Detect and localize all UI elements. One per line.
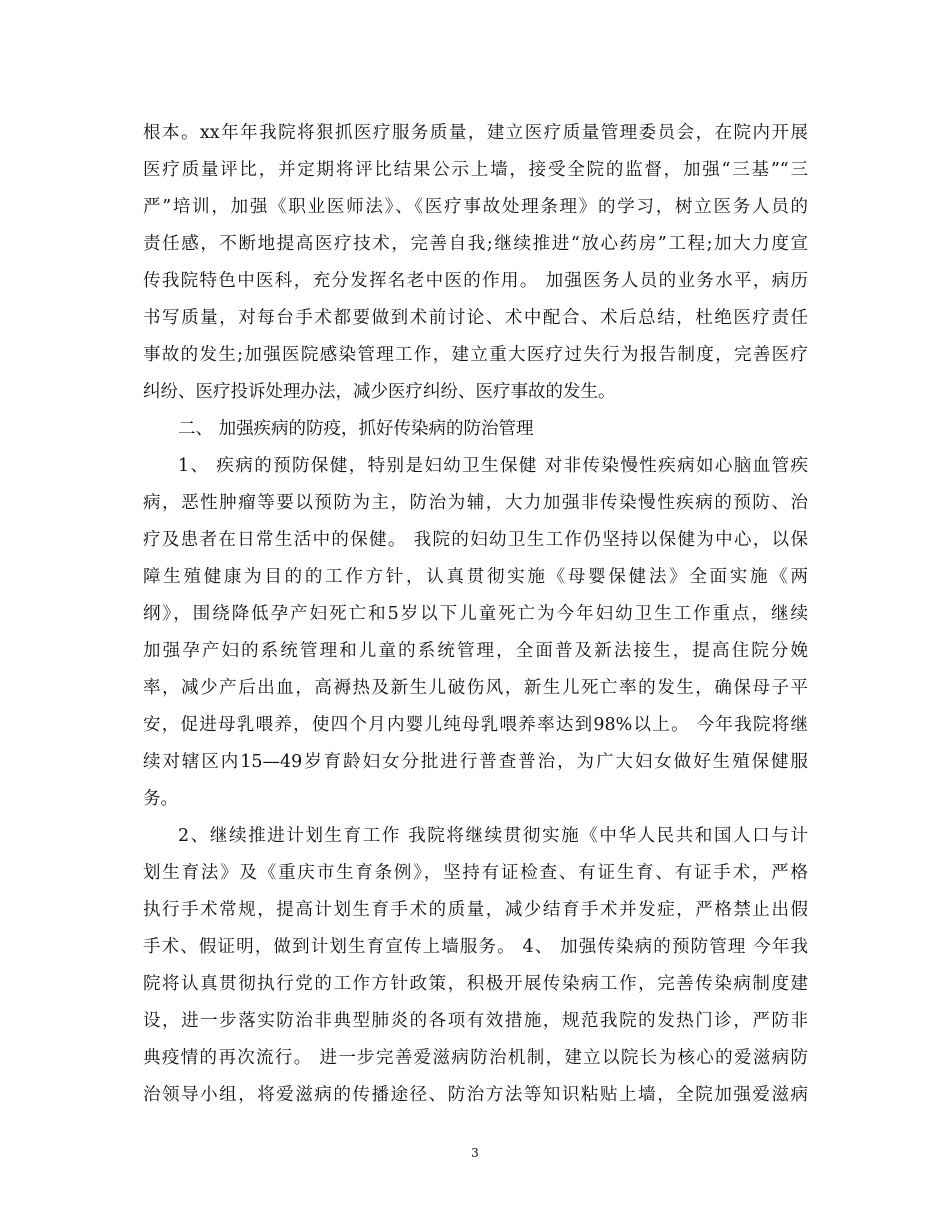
text-line: 2、继续推进计划生育工作 我院将继续贯彻实施《中华人民共和国人口与计 bbox=[178, 826, 808, 846]
text-line: 执行手术常规，提高计划生育手术的质量，减少结育手术并发症，严格禁止出假 bbox=[143, 900, 808, 920]
text-line: 障生殖健康为目的的工作方针，认真贯彻实施《母婴保健法》全面实施《两 bbox=[143, 567, 808, 587]
text-line: 病，恶性肿瘤等要以预防为主，防治为辅，大力加强非传染慢性疾病的预防、治 bbox=[143, 493, 808, 513]
text-line: 1、 疾病的预防保健，特别是妇幼卫生保健 对非传染慢性疾病如心脑血管疾 bbox=[178, 456, 808, 476]
text-line: 划生育法》及《重庆市生育条例》，坚持有证检查、有证生育、有证手术，严格 bbox=[143, 863, 808, 883]
text-line: 医疗质量评比，并定期将评比结果公示上墙，接受全院的监督，加强“三基”“三 bbox=[143, 160, 808, 180]
text-line: 手术、假证明，做到计划生育宣传上墙服务。 4、 加强传染病的预防管理 今年我 bbox=[143, 937, 808, 957]
text-line: 治领导小组，将爱滋病的传播途径、防治方法等知识粘贴上墙，全院加强爱滋病 bbox=[143, 1085, 808, 1105]
page-number: 3 bbox=[471, 1146, 479, 1160]
text-line: 书写质量，对每台手术都要做到术前讨论、术中配合、术后总结，杜绝医疗责任 bbox=[143, 308, 808, 328]
text-line: 院将认真贯彻执行党的工作方针政策，积极开展传染病工作，完善传染病制度建 bbox=[143, 974, 808, 994]
text-line: 务。 bbox=[143, 789, 178, 809]
text-line: 加强孕产妇的系统管理和儿童的系统管理，全面普及新法接生，提高住院分娩 bbox=[143, 641, 808, 661]
text-line: 续对辖区内15—49岁育龄妇女分批进行普查普治，为广大妇女做好生殖保健服 bbox=[143, 752, 808, 772]
text-line: 二、 加强疾病的防疫，抓好传染病的防治管理 bbox=[178, 419, 534, 439]
text-line: 安，促进母乳喂养，使四个月内婴儿纯母乳喂养率达到98%以上。 今年我院将继 bbox=[143, 715, 808, 735]
text-line: 根本。xx年年我院将狠抓医疗服务质量，建立医疗质量管理委员会，在院内开展 bbox=[143, 123, 808, 143]
text-line: 设，进一步落实防治非典型肺炎的各项有效措施，规范我院的发热门诊，严防非 bbox=[143, 1011, 808, 1031]
text-line: 率，减少产后出血，高褥热及新生儿破伤风，新生儿死亡率的发生，确保母子平 bbox=[143, 678, 808, 698]
text-line: 疗及患者在日常生活中的保健。 我院的妇幼卫生工作仍坚持以保健为中心，以保 bbox=[143, 530, 808, 550]
text-line: 传我院特色中医科，充分发挥名老中医的作用。 加强医务人员的业务水平，病历 bbox=[143, 271, 808, 291]
text-line: 纲》，围绕降低孕产妇死亡和5岁以下儿童死亡为今年妇幼卫生工作重点，继续 bbox=[143, 604, 808, 624]
body-text bbox=[143, 115, 808, 1114]
text-line: 严”培训，加强《职业医师法》、《医疗事故处理条理》的学习，树立医务人员的 bbox=[143, 197, 808, 217]
text-line: 责任感，不断地提高医疗技术，完善自我;继续推进“放心药房”工程;加大力度宣 bbox=[143, 234, 808, 254]
text-line: 典疫情的再次流行。 进一步完善爱滋病防治机制，建立以院长为核心的爱滋病防 bbox=[143, 1048, 808, 1068]
text-line: 纠纷、医疗投诉处理办法，减少医疗纠纷、医疗事故的发生。 bbox=[143, 382, 616, 402]
text-line: 事故的发生;加强医院感染管理工作，建立重大医疗过失行为报告制度，完善医疗 bbox=[143, 345, 808, 365]
